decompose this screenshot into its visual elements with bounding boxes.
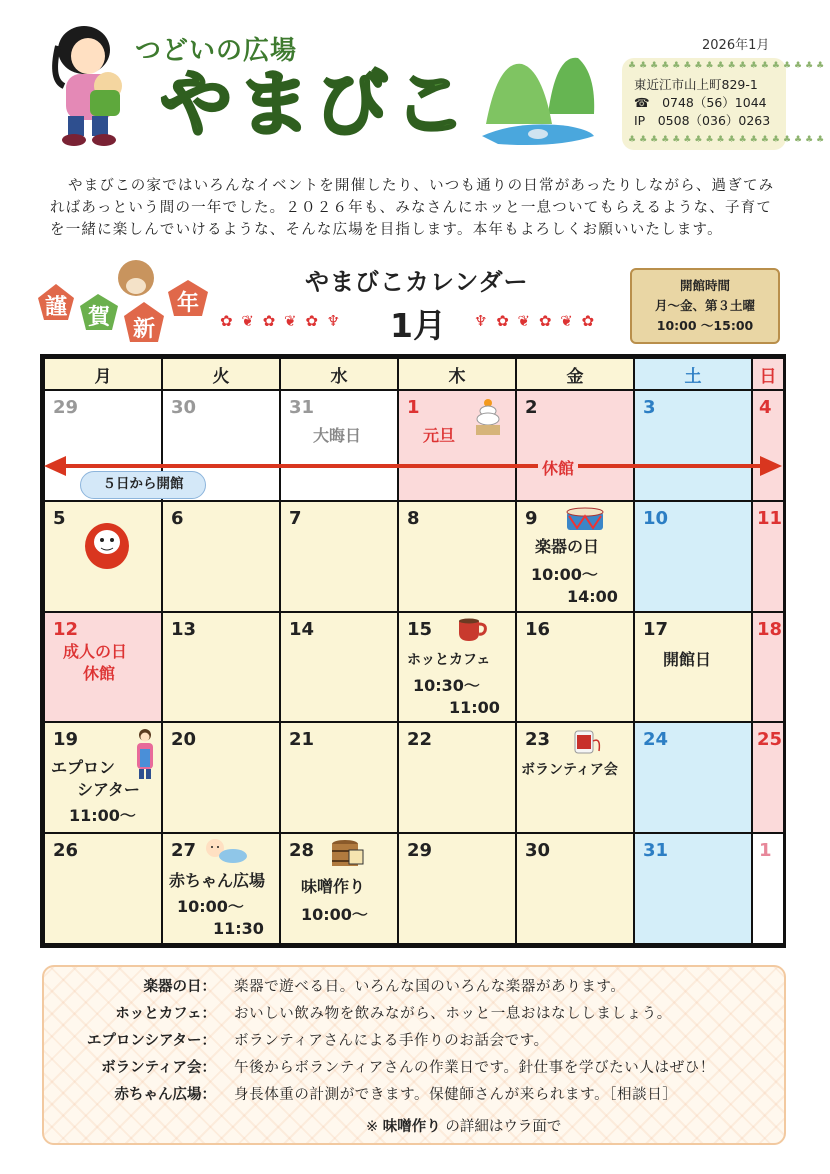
day-cell: [634, 833, 752, 944]
day-number: 30: [525, 840, 551, 862]
day-number: 27: [171, 840, 197, 862]
day-cell: [280, 833, 398, 944]
day-cell: [634, 501, 752, 612]
day-number: 16: [525, 618, 551, 640]
calendar-week: [44, 722, 784, 833]
day-number: 8: [407, 507, 420, 529]
calendar-week: [44, 833, 784, 944]
event-gakki-time-start: 10:00～: [531, 564, 598, 584]
day-number: 25: [757, 729, 783, 751]
day-number: 2: [525, 397, 538, 418]
day-cell: [280, 612, 398, 723]
daruma-icon: [83, 516, 131, 570]
day-cell: [634, 722, 752, 833]
day-number: 22: [407, 729, 433, 751]
event-apron-time: 11:00～: [69, 806, 136, 826]
mountain-illustration: [478, 44, 598, 148]
day-number: 31: [643, 840, 669, 862]
day-cell: [162, 612, 280, 723]
day-cell: [44, 833, 162, 944]
day-cell: [280, 390, 398, 501]
day-cell: [752, 390, 784, 501]
note-prefix: ※: [366, 1119, 383, 1135]
event-gantan: 元旦: [423, 426, 456, 445]
day-number: 29: [407, 840, 433, 862]
day-number: 11: [757, 507, 783, 529]
day-cell: [398, 612, 516, 723]
tree-border-bottom: ♣♣♣♣♣♣♣♣♣♣♣♣♣♣♣♣♣♣: [628, 135, 828, 145]
address: 東近江市山上町829-1: [634, 77, 758, 92]
event-cafe-time-end: 11:00: [449, 697, 500, 717]
calendar-week: [44, 501, 784, 612]
day-number: 23: [525, 729, 551, 751]
event-gakki-time-end: 14:00: [567, 586, 618, 606]
closed-label: 休館: [538, 456, 578, 479]
day-number: 12: [53, 618, 79, 640]
day-cell: [752, 833, 784, 944]
crawling-baby-icon: [203, 836, 249, 866]
day-cell: [516, 501, 634, 612]
miso-note: [366, 1115, 561, 1136]
day-number: 13: [171, 618, 197, 640]
note-suffix: の詳細はウラ面で: [440, 1119, 562, 1135]
day-cell: [516, 833, 634, 944]
day-number: 21: [289, 729, 315, 751]
day-number: 7: [289, 507, 302, 529]
event-baby-time-end: 11:30: [213, 919, 264, 939]
day-number: 28: [289, 840, 315, 862]
weekday-header-row: [44, 358, 784, 390]
event-apron-line1: エプロン: [51, 758, 116, 778]
day-cell: [44, 612, 162, 723]
legend-value: 身長体重の計測ができます。保健師さんが来られます。［相談日］: [234, 1087, 678, 1103]
day-cell: [280, 501, 398, 612]
day-cell: [162, 501, 280, 612]
day-number: 26: [53, 840, 79, 862]
greeting-char-4: 年: [176, 291, 200, 316]
open-from-5th-bubble: ５日から開館: [80, 471, 206, 499]
day-number: 15: [407, 618, 433, 640]
weekday-wed: 水: [280, 358, 398, 390]
note-bold: 味噌作り: [382, 1119, 441, 1135]
calendar-title: やまびこカレンダー: [305, 268, 529, 296]
issue-date: 2026年1月: [702, 38, 770, 53]
day-number: 30: [171, 397, 197, 418]
day-cell: [162, 722, 280, 833]
drum-icon: [563, 506, 607, 534]
day-cell: [752, 612, 784, 723]
day-cell: [634, 612, 752, 723]
hours-time: 10:00 ～15:00: [656, 318, 754, 333]
day-number: 4: [759, 397, 772, 418]
legend-value: 午後からボランティアさんの作業日です。針仕事を学びたい人はぜひ！: [234, 1060, 715, 1076]
ip-phone-number: IP 0508（036）0263: [634, 113, 771, 128]
new-year-greeting: [32, 258, 212, 354]
day-cell: [44, 501, 162, 612]
day-number: 3: [643, 397, 656, 418]
event-gakki-title: 楽器の日: [535, 536, 600, 556]
day-cell: [44, 722, 162, 833]
day-number: 5: [53, 507, 66, 529]
day-cell: [516, 390, 634, 501]
day-cell: [398, 722, 516, 833]
day-cell: [516, 722, 634, 833]
sewing-thread-icon: [571, 727, 603, 757]
day-number: 20: [171, 729, 197, 751]
header-subtitle: つどいの広場: [135, 36, 298, 66]
tree-border-top: ♣♣♣♣♣♣♣♣♣♣♣♣♣♣♣♣♣♣: [628, 61, 828, 71]
day-number: 6: [171, 507, 184, 529]
day-number: 9: [525, 507, 538, 529]
weekday-sun: 日: [752, 358, 784, 390]
weekday-tue: 火: [162, 358, 280, 390]
event-seijin-closed: 休館: [83, 663, 116, 683]
legend-key: エプロンシアター：: [86, 1033, 216, 1049]
event-cafe-time-start: 10:30～: [413, 675, 480, 695]
day-cell: [162, 833, 280, 944]
header-title: やまびこ: [160, 62, 473, 146]
apron-lady-icon: [133, 727, 157, 781]
day-number: 1: [759, 840, 772, 862]
event-apron-line2: シアター: [77, 780, 140, 800]
day-cell: [752, 501, 784, 612]
legend-key: ホッとカフェ：: [115, 1006, 216, 1022]
day-number: 17: [643, 618, 669, 640]
weekday-fri: 金: [516, 358, 634, 390]
weekday-mon: 月: [44, 358, 162, 390]
day-cell: [398, 501, 516, 612]
day-number: 14: [289, 618, 315, 640]
day-number: 19: [53, 729, 79, 751]
mother-baby-illustration: [40, 20, 136, 148]
event-seijin: 成人の日: [63, 641, 128, 661]
weekday-sat: 土: [634, 358, 752, 390]
event-miso-time: 10:00～: [301, 905, 368, 925]
day-number: 24: [643, 729, 669, 751]
event-baby-time-start: 10:00～: [177, 897, 244, 917]
hours-days: 月～金、第３土曜: [654, 298, 755, 313]
event-cafe-title: ホッとカフェ: [407, 651, 491, 668]
day-cell: [752, 722, 784, 833]
event-legend: [42, 965, 786, 1145]
day-cell: [398, 833, 516, 944]
event-volunteer: ボランティア会: [521, 762, 618, 779]
legend-key: ボランティア会：: [101, 1060, 216, 1076]
day-cell: [280, 722, 398, 833]
coffee-cup-icon: [455, 615, 489, 643]
decoration-left: ✿ ❦ ✿ ❦ ✿ ♆: [220, 312, 343, 330]
intro-text: やまびこの家ではいろんなイベントを開催したり、いつも通りの日常があったりしながら、過ぎてみればあっという間の一年でした。２０２６年も、みなさんにホッと一息ついてもらえるような、子育てを一緒に楽しんでいけるような、そんな広場を目指します。本年もよろしくお願いいたします。: [50, 178, 775, 238]
day-number: 18: [757, 618, 783, 640]
day-cell: [398, 390, 516, 501]
legend-value: ボランティアさんによる手作りのお話会です。: [234, 1033, 549, 1049]
greeting-char-3: 新: [132, 317, 156, 342]
day-number: 10: [643, 507, 669, 529]
event-omisoka: 大晦日: [313, 426, 362, 445]
legend-value: 楽器で遊べる日。いろんな国のいろんな楽器があります。: [234, 979, 626, 995]
address-box: [622, 58, 828, 150]
decoration-right: ♆ ✿ ❦ ✿ ❦ ✿: [474, 312, 597, 330]
event-baby-title: 赤ちゃん広場: [169, 871, 266, 891]
weekday-thu: 木: [398, 358, 516, 390]
opening-hours-sign: [630, 268, 780, 344]
legend-key: 赤ちゃん広場：: [114, 1087, 216, 1103]
legend-value: おいしい飲み物を飲みながら、ホッと一息おはなししましょう。: [234, 1006, 672, 1022]
event-open-day: 開館日: [663, 649, 712, 669]
hours-label: 開館時間: [679, 278, 730, 293]
day-number: 1: [407, 397, 420, 418]
phone-number: ☎ 0748（56）1044: [634, 95, 767, 110]
day-cell: [634, 390, 752, 501]
greeting-char-2: 賀: [87, 305, 111, 330]
event-miso-title: 味噌作り: [301, 877, 366, 897]
day-number: 31: [289, 397, 315, 418]
day-number: 29: [53, 397, 79, 418]
legend-key: 楽器の日：: [143, 979, 216, 995]
kagami-mochi-icon: [473, 397, 503, 437]
calendar-month: 1月: [390, 306, 446, 345]
day-cell: [516, 612, 634, 723]
calendar-week: [44, 612, 784, 723]
miso-barrel-icon: [329, 836, 367, 870]
calendar-grid: [40, 354, 786, 948]
greeting-char-1: 謹: [44, 295, 68, 320]
